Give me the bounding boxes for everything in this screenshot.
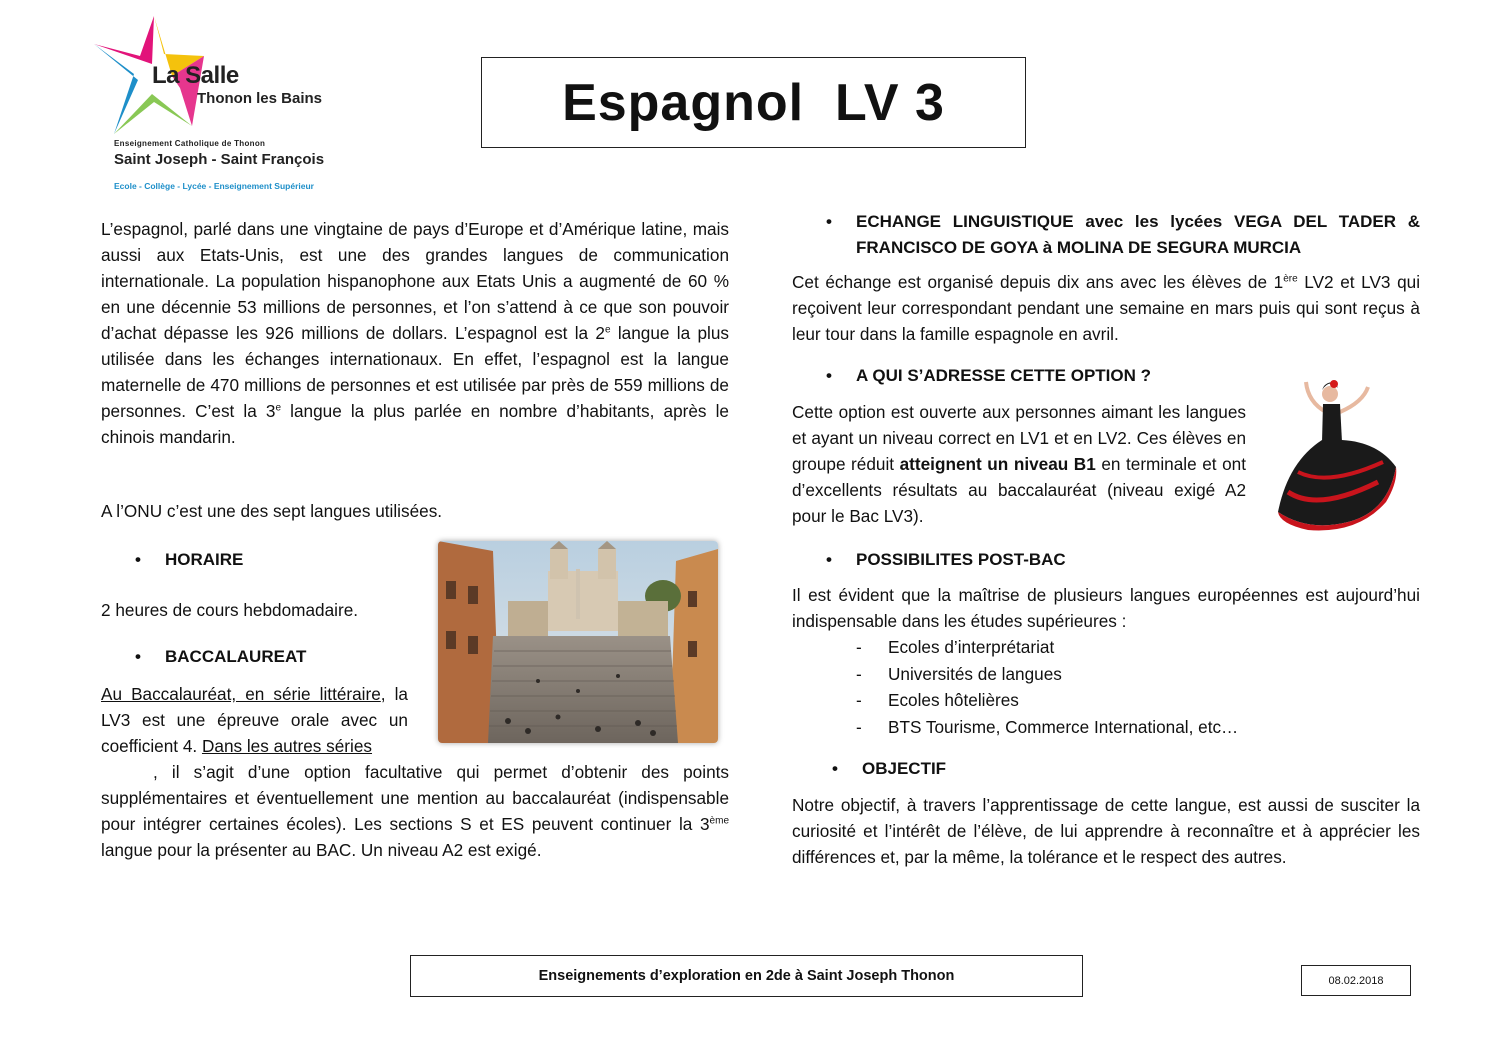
logo-levels: Ecole - Collège - Lycée - Enseignement Supérieur xyxy=(114,181,314,191)
spanish-steps-image xyxy=(438,541,718,743)
list-item: - Ecoles hôtelières xyxy=(856,690,1019,710)
aqui-paragraph xyxy=(792,399,1246,529)
intro-text-1: L’espagnol, parlé dans une vingtaine de pays d’Europe et d’Amérique latine, mais aussi aux Etats-Unis, est une des grandes langues de communication internationale. La population hispanophone aux Etats Unis a augmenté de 60 % en une décennie 53 millions de personnes, et l’on s’attend à ce que son pouvoir d’achat dépasse les 926 millions de dollars. L’espagnol est la 2 xyxy=(101,219,729,343)
flamenco-dancer-image xyxy=(1268,372,1402,534)
page-title: Espagnol LV 3 xyxy=(562,73,945,132)
logo-name-line1: La Salle xyxy=(152,62,239,89)
bullet-icon: • xyxy=(135,550,141,569)
horaire-heading-label: HORAIRE xyxy=(165,550,244,569)
bac-underline-1: Au Baccalauréat, en série littéraire xyxy=(101,684,381,704)
aqui-text-1: Cette option est ouverte aux personnes aimant les langues et ayant un niveau correct en LV1 et en LV2. Ces élèves en groupe réduit xyxy=(792,402,1246,474)
title-box xyxy=(481,57,1026,148)
spanish-steps-photo xyxy=(438,541,718,743)
postbac-heading-label: POSSIBILITES POST-BAC xyxy=(856,550,1066,569)
horaire-text: 2 heures de cours hebdomadaire. xyxy=(101,600,359,620)
list-item: - Ecoles d’interprétariat xyxy=(856,637,1055,657)
footer-text: Enseignements d’exploration en 2de à Saint Joseph Thonon xyxy=(538,968,955,984)
bac-text-3: langue pour la présenter au BAC. Un niveau A2 est exigé. xyxy=(101,840,542,860)
list-item: - Universités de langues xyxy=(856,663,1062,684)
objectif-heading xyxy=(832,759,946,779)
bullet-icon: • xyxy=(826,550,832,569)
intro-text-2: langue la plus utilisée dans les échanges internationaux. En effet, l’espagnol est la langue maternelle de 470 millions de personnes et est utilisée par près de 559 millions de personnes. C’est la 3 xyxy=(101,323,729,421)
school-logo xyxy=(92,14,327,196)
echange-text-2: LV2 et LV3 qui reçoivent leur correspondant pendant une semaine en mars puis qui sont reçus à leur tour dans la famille espagnole en avril. xyxy=(792,272,1421,344)
echange-text-1: Cet échange est organisé depuis dix ans avec les élèves de 1 xyxy=(792,272,1284,292)
aqui-text-2: en terminale et ont d’excellents résultats au baccalauréat (niveau exigé A2 pour le Bac LV3). xyxy=(792,454,1246,526)
objectif-heading-label: OBJECTIF xyxy=(862,759,947,778)
intro-text-3: langue la plus parlée en nombre d’habitants, après le chinois mandarin. xyxy=(101,401,729,447)
echange-sup: ère xyxy=(1283,273,1298,285)
aqui-bold: atteignent un niveau B1 xyxy=(899,454,1096,474)
bac-sup: ème xyxy=(709,815,729,827)
logo-name-line2: Thonon les Bains xyxy=(197,90,323,107)
bac-heading-label: BACCALAUREAT xyxy=(165,647,307,666)
bac-heading xyxy=(135,647,306,667)
aqui-heading-label: A QUI S’ADRESSE CETTE OPTION ? xyxy=(856,366,1152,385)
postbac-list xyxy=(856,634,1238,740)
horaire-heading xyxy=(135,550,243,570)
logo-tagline: Enseignement Catholique de Thonon xyxy=(114,139,266,148)
bullet-icon: • xyxy=(826,212,832,231)
intro-sup-1: e xyxy=(604,324,611,336)
flamenco-dancer-photo xyxy=(1268,372,1402,534)
aqui-heading xyxy=(826,366,1151,386)
echange-heading-label: ECHANGE LINGUISTIQUE avec les lycées VEGA DEL TADER & FRANCISCO DE GOYA à MOLINA DE SEGURA MURCIA xyxy=(856,212,1420,257)
intro-paragraph xyxy=(101,216,729,450)
bac-paragraph-top xyxy=(101,681,408,759)
objectif-paragraph: Notre objectif, à travers l’apprentissage de cette langue, est aussi de susciter la curiosité et l’intérêt de l’élève, de lui apprendre à reconnaître et à apprécier les différences et, par la même, la tolérance et le respect des autres. xyxy=(792,795,1420,867)
date-text: 08.02.2018 xyxy=(1328,974,1384,987)
bullet-icon: • xyxy=(826,366,832,385)
logo-school: Saint Joseph - Saint François xyxy=(114,151,325,168)
onu-paragraph: A l’ONU c’est une des sept langues utilisées. xyxy=(101,501,443,521)
intro-sup-2: e xyxy=(275,402,282,414)
bac-text-1: , la LV3 est une épreuve orale avec un coefficient 4. xyxy=(101,684,408,756)
postbac-heading xyxy=(826,550,1066,570)
bac-paragraph-bottom xyxy=(101,759,729,863)
list-item: - BTS Tourisme, Commerce International, etc… xyxy=(856,716,1239,737)
bullet-icon: • xyxy=(135,647,141,666)
echange-paragraph xyxy=(792,269,1420,347)
bullet-icon: • xyxy=(832,759,838,778)
bac-underline-2: Dans les autres séries xyxy=(201,736,373,756)
footer-box xyxy=(410,955,1083,997)
echange-heading xyxy=(826,209,1420,261)
postbac-paragraph: Il est évident que la maîtrise de plusieurs langues européennes est aujourd’hui indispensable dans les études supérieures : xyxy=(792,585,1420,631)
bac-text-2: , il s’agit d’une option facultative qui permet d’obtenir des points supplémentaires et éventuellement une mention au baccalauréat (indispensable pour intégrer certaines écoles). Les sections S et ES peuvent continuer la 3 xyxy=(101,762,729,834)
date-box xyxy=(1301,965,1411,996)
